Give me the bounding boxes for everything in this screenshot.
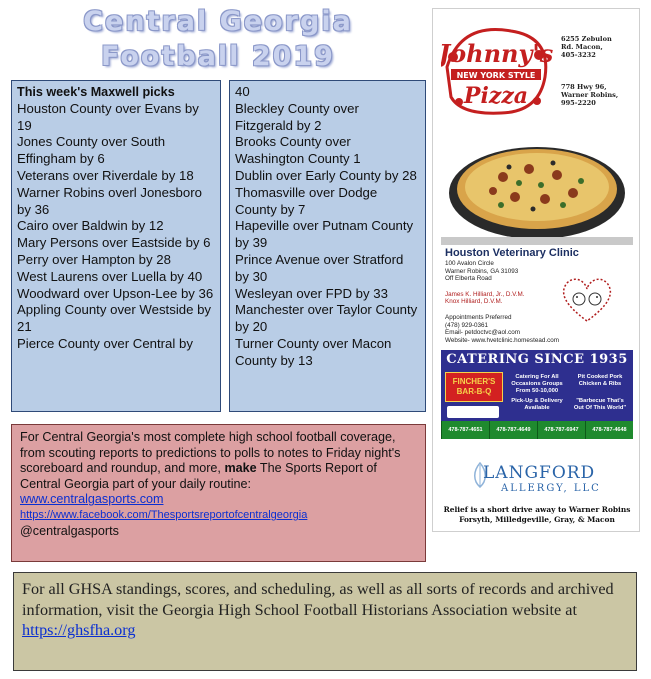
fincher-phone-1: 478-787-4651 bbox=[441, 421, 489, 439]
fincher-service-1: Catering For All Occasions Groups From 50-10,000 bbox=[511, 374, 563, 394]
pick-item: Mary Persons over Eastside by 6 bbox=[17, 235, 211, 251]
johnny-address-2-line-2: Warner Robins, bbox=[561, 91, 619, 99]
langford-tagline-1: Relief is a short drive away to Warner Robins bbox=[443, 505, 631, 514]
pick-item: Turner County over Macon County by 13 bbox=[235, 335, 392, 368]
johnny-address-1-line-3: 405-3232 bbox=[561, 51, 596, 59]
pick-item: Jones County over South Effingham by 6 bbox=[17, 134, 166, 167]
vet-address-2: Warner Robins, GA 31093 bbox=[445, 267, 519, 275]
pick-item: Hapeville over Putnam County by 39 bbox=[235, 218, 414, 251]
johnny-address-1-line-1: 6255 Zebulon bbox=[561, 35, 612, 43]
pick-item: Cairo over Baldwin by 12 bbox=[17, 218, 164, 234]
vet-doctor-2: Knox Hilliard, D.V.M. bbox=[445, 298, 503, 306]
pick-item: Prince Avenue over Stratford by 30 bbox=[235, 251, 404, 284]
pick-item: 40 bbox=[235, 84, 250, 99]
fincher-phone-2: 478-787-4649 bbox=[489, 421, 537, 439]
fincher-phone-bar bbox=[441, 421, 633, 439]
vet-name: Houston Veterinary Clinic bbox=[445, 247, 579, 259]
ghsfha-info-box bbox=[13, 572, 637, 671]
promo-text-part1: For Central Georgia's most complete high school football coverage, from scouting reports to predictions to polls to notes to Friday night's scoreboard and roundup, and more, bbox=[20, 430, 401, 476]
promo-text-part2: The Sports Report of Central Georgia part of your daily routine: bbox=[20, 461, 377, 491]
johnny-address-1-line-2: Rd. Macon, bbox=[561, 43, 603, 51]
johnny-pizza-text: Pizza bbox=[463, 83, 529, 109]
picks-column-right bbox=[229, 80, 426, 412]
fincher-phone-4: 478-787-4648 bbox=[585, 421, 633, 439]
pick-item: West Laurens over Luella by 40 bbox=[17, 268, 203, 284]
pick-item: Thomasville over Dodge County by 7 bbox=[235, 184, 378, 217]
pick-item: Warner Robins overl Jonesboro by 36 bbox=[17, 184, 202, 217]
page-title bbox=[8, 4, 428, 74]
title-line-1: Central Georgia bbox=[83, 6, 353, 37]
pick-item: Dublin over Early County by 28 bbox=[235, 167, 417, 183]
pick-item: Brooks County over Washington County 1 bbox=[235, 134, 361, 167]
fincher-service-2: Pit Cooked Pork Chicken & Ribs bbox=[577, 374, 623, 387]
ghsfha-text: For all GHSA standings, scores, and scheduling, as well as all sorts of records and archived information, visit the Georgia High School Football Historians Association website at bbox=[22, 580, 614, 619]
picks-list-left bbox=[17, 101, 215, 353]
pick-item: Veterans over Riverdale by 18 bbox=[17, 167, 194, 183]
picks-column-left bbox=[11, 80, 221, 412]
pick-item: Wesleyan over FPD by 33 bbox=[235, 285, 388, 301]
pick-item: Manchester over Taylor County by 20 bbox=[235, 302, 418, 335]
johnny-address-2-line-3: 995-2220 bbox=[561, 99, 596, 107]
pick-item: Perry over Hampton by 28 bbox=[17, 251, 171, 267]
payment-cards-icon bbox=[447, 406, 499, 418]
johnny-address-2-line-1: 778 Hwy 96, bbox=[561, 83, 607, 91]
promo-text bbox=[20, 430, 417, 492]
vet-address-1: 100 Avalon Circle bbox=[445, 260, 494, 267]
fincher-service-3: Pick-Up & Delivery Available bbox=[511, 398, 563, 411]
promo-text-bold: make bbox=[224, 461, 257, 476]
pick-item: Houston County over Evans by 19 bbox=[17, 100, 199, 133]
fincher-phone-3: 478-787-6947 bbox=[537, 421, 585, 439]
vet-address-3: Off Elberta Road bbox=[445, 275, 492, 283]
sports-report-promo bbox=[11, 424, 426, 562]
paw-heart-icon bbox=[557, 273, 617, 325]
vet-doctor-1: James K. Hilliard, Jr., D.V.M. bbox=[445, 290, 525, 298]
ghsfha-link[interactable]: https://ghsfha.org bbox=[22, 621, 136, 640]
langford-allergy-ad[interactable] bbox=[441, 449, 633, 527]
houston-vet-ad[interactable] bbox=[441, 247, 633, 351]
picks-list-right bbox=[235, 84, 420, 370]
pick-item: Appling County over Westside by 21 bbox=[17, 302, 212, 335]
pick-item: Pierce County over Central by bbox=[17, 335, 193, 351]
title-line-2: Football 2019 bbox=[101, 41, 335, 72]
johnny-style-text: NEW YORK STYLE bbox=[456, 71, 536, 80]
johnnys-pizza-ad[interactable] bbox=[441, 17, 633, 245]
pick-item: Bleckley County over Fitzgerald by 2 bbox=[235, 100, 359, 133]
johnny-address-2 bbox=[561, 83, 618, 107]
pick-item: Woodward over Upson-Lee by 36 bbox=[17, 285, 214, 301]
vet-phone: (478) 929-0361 bbox=[445, 321, 489, 329]
fincher-headline: CATERING SINCE 1935 bbox=[446, 352, 628, 367]
langford-brand: LANGFORD bbox=[483, 463, 596, 483]
finchers-bbq-ad[interactable] bbox=[441, 350, 633, 439]
fincher-service-4: "Barbecue That's Out Of This World" bbox=[573, 398, 627, 411]
vet-appointments: Appointments Preferred bbox=[445, 313, 512, 321]
picks-heading: This week's Maxwell picks bbox=[17, 85, 175, 99]
langford-tagline-2: Forsyth, Milledgeville, Gray, & Macon bbox=[459, 514, 615, 524]
fincher-logo: FINCHER'S BAR-B-Q bbox=[445, 372, 503, 402]
website-link[interactable]: www.centralgasports.com bbox=[20, 492, 164, 507]
vet-email: Email- petdoctvc@aol.com bbox=[445, 329, 520, 337]
langford-tagline bbox=[441, 505, 633, 524]
facebook-link[interactable]: https://www.facebook.com/Thesportsreportofcentralgeorgia bbox=[20, 508, 308, 521]
johnny-address-1 bbox=[561, 35, 612, 59]
langford-subbrand: ALLERGY, LLC bbox=[501, 483, 601, 494]
johnny-name-text: Johnny's bbox=[441, 39, 554, 68]
vet-website: Website- www.hvetclinic.homestead.com bbox=[445, 336, 559, 344]
ads-sidebar bbox=[432, 8, 640, 532]
twitter-handle: @centralgasports bbox=[20, 523, 119, 538]
